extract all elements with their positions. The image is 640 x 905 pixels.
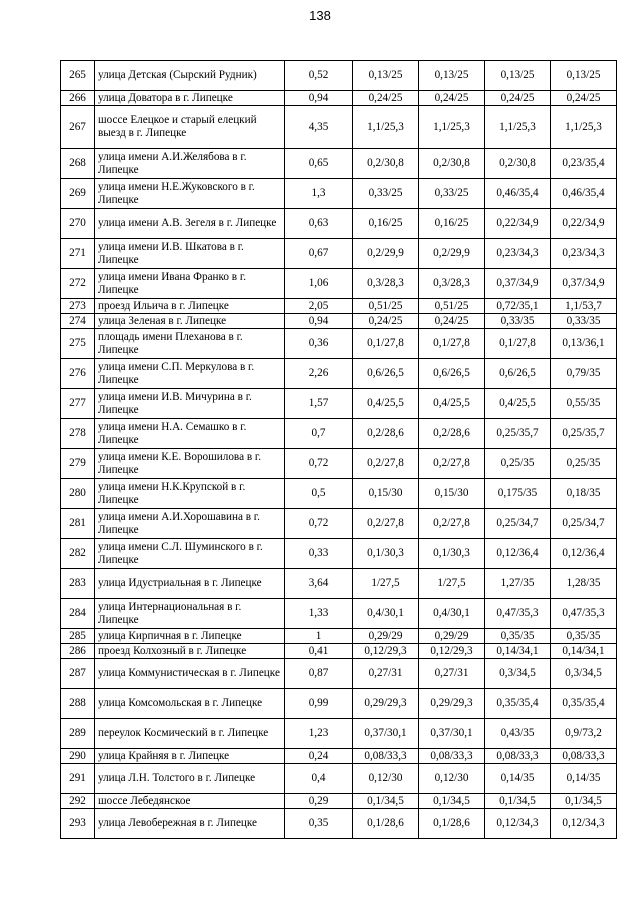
road-length: 0,99 bbox=[285, 689, 353, 719]
value-col-4: 0,24/25 bbox=[551, 91, 617, 106]
value-col-2: 0,24/25 bbox=[419, 314, 485, 329]
value-col-1: 0,1/28,6 bbox=[353, 809, 419, 839]
value-col-4: 0,14/35 bbox=[551, 764, 617, 794]
value-col-3: 0,35/35,4 bbox=[485, 689, 551, 719]
value-col-3: 0,13/25 bbox=[485, 61, 551, 91]
table-row bbox=[61, 749, 617, 764]
road-name: улица Кирпичная в г. Липецке bbox=[95, 629, 285, 644]
row-number: 293 bbox=[61, 809, 95, 839]
value-col-1: 0,29/29 bbox=[353, 629, 419, 644]
value-col-3: 0,12/36,4 bbox=[485, 539, 551, 569]
value-col-1: 0,2/27,8 bbox=[353, 449, 419, 479]
value-col-2: 0,2/27,8 bbox=[419, 509, 485, 539]
value-col-3: 0,14/35 bbox=[485, 764, 551, 794]
road-name: улица имени Н.Е.Жуковского в г. Липецке bbox=[95, 179, 285, 209]
value-col-1: 0,37/30,1 bbox=[353, 719, 419, 749]
road-length: 2,05 bbox=[285, 299, 353, 314]
value-col-2: 0,3/28,3 bbox=[419, 269, 485, 299]
value-col-4: 0,55/35 bbox=[551, 389, 617, 419]
value-col-4: 0,23/34,3 bbox=[551, 239, 617, 269]
road-name: улица имени Н.К.Крупской в г. Липецке bbox=[95, 479, 285, 509]
value-col-3: 0,24/25 bbox=[485, 91, 551, 106]
road-length: 1,23 bbox=[285, 719, 353, 749]
value-col-3: 0,25/35 bbox=[485, 449, 551, 479]
value-col-1: 0,33/25 bbox=[353, 179, 419, 209]
row-number: 281 bbox=[61, 509, 95, 539]
road-name: улица Крайняя в г. Липецке bbox=[95, 749, 285, 764]
value-col-4: 0,25/34,7 bbox=[551, 509, 617, 539]
table-row bbox=[61, 179, 617, 209]
row-number: 286 bbox=[61, 644, 95, 659]
value-col-2: 0,2/29,9 bbox=[419, 239, 485, 269]
road-length: 0,29 bbox=[285, 794, 353, 809]
road-length: 0,52 bbox=[285, 61, 353, 91]
road-name: шоссе Елецкое и старый елецкий выезд в г. Липецке bbox=[95, 106, 285, 149]
value-col-4: 0,47/35,3 bbox=[551, 599, 617, 629]
value-col-4: 0,14/34,1 bbox=[551, 644, 617, 659]
value-col-4: 0,13/25 bbox=[551, 61, 617, 91]
value-col-4: 0,08/33,3 bbox=[551, 749, 617, 764]
row-number: 278 bbox=[61, 419, 95, 449]
value-col-1: 0,08/33,3 bbox=[353, 749, 419, 764]
value-col-2: 0,51/25 bbox=[419, 299, 485, 314]
road-name: улица имени С.П. Меркулова в г. Липецке bbox=[95, 359, 285, 389]
value-col-1: 0,12/29,3 bbox=[353, 644, 419, 659]
road-name: улица имени И.В. Мичурина в г. Липецке bbox=[95, 389, 285, 419]
value-col-3: 0,23/34,3 bbox=[485, 239, 551, 269]
road-length: 0,33 bbox=[285, 539, 353, 569]
road-length: 0,94 bbox=[285, 91, 353, 106]
table-row bbox=[61, 314, 617, 329]
row-number: 289 bbox=[61, 719, 95, 749]
value-col-4: 0,79/35 bbox=[551, 359, 617, 389]
value-col-3: 0,33/35 bbox=[485, 314, 551, 329]
row-number: 280 bbox=[61, 479, 95, 509]
value-col-1: 0,2/27,8 bbox=[353, 509, 419, 539]
value-col-3: 0,175/35 bbox=[485, 479, 551, 509]
value-col-3: 0,1/34,5 bbox=[485, 794, 551, 809]
value-col-4: 0,33/35 bbox=[551, 314, 617, 329]
row-number: 266 bbox=[61, 91, 95, 106]
road-name: улица имени Н.А. Семашко в г. Липецке bbox=[95, 419, 285, 449]
road-length: 0,72 bbox=[285, 449, 353, 479]
value-col-2: 0,12/30 bbox=[419, 764, 485, 794]
row-number: 290 bbox=[61, 749, 95, 764]
row-number: 276 bbox=[61, 359, 95, 389]
value-col-1: 0,12/30 bbox=[353, 764, 419, 794]
road-table bbox=[60, 60, 617, 839]
table-body bbox=[61, 61, 617, 839]
table-row bbox=[61, 644, 617, 659]
road-name: улица Интернациональная в г. Липецке bbox=[95, 599, 285, 629]
value-col-3: 0,72/35,1 bbox=[485, 299, 551, 314]
row-number: 265 bbox=[61, 61, 95, 91]
value-col-2: 0,27/31 bbox=[419, 659, 485, 689]
table-row bbox=[61, 299, 617, 314]
value-col-4: 0,9/73,2 bbox=[551, 719, 617, 749]
value-col-2: 0,29/29 bbox=[419, 629, 485, 644]
value-col-4: 0,23/35,4 bbox=[551, 149, 617, 179]
table-row bbox=[61, 659, 617, 689]
row-number: 269 bbox=[61, 179, 95, 209]
road-length: 0,36 bbox=[285, 329, 353, 359]
road-name: улица Комсомольская в г. Липецке bbox=[95, 689, 285, 719]
value-col-3: 0,1/27,8 bbox=[485, 329, 551, 359]
table-row bbox=[61, 209, 617, 239]
value-col-2: 1/27,5 bbox=[419, 569, 485, 599]
road-length: 0,41 bbox=[285, 644, 353, 659]
row-number: 268 bbox=[61, 149, 95, 179]
road-name: улица имени А.И.Желябова в г. Липецке bbox=[95, 149, 285, 179]
road-name: проезд Ильича в г. Липецке bbox=[95, 299, 285, 314]
value-col-1: 1,1/25,3 bbox=[353, 106, 419, 149]
table-row bbox=[61, 479, 617, 509]
value-col-2: 0,15/30 bbox=[419, 479, 485, 509]
row-number: 272 bbox=[61, 269, 95, 299]
value-col-1: 0,2/28,6 bbox=[353, 419, 419, 449]
row-number: 291 bbox=[61, 764, 95, 794]
table-row bbox=[61, 719, 617, 749]
value-col-4: 0,35/35 bbox=[551, 629, 617, 644]
road-name: переулок Космический в г. Липецке bbox=[95, 719, 285, 749]
value-col-3: 0,6/26,5 bbox=[485, 359, 551, 389]
value-col-2: 0,1/30,3 bbox=[419, 539, 485, 569]
value-col-3: 0,14/34,1 bbox=[485, 644, 551, 659]
road-name: улица Коммунистическая в г. Липецке bbox=[95, 659, 285, 689]
value-col-1: 0,15/30 bbox=[353, 479, 419, 509]
value-col-1: 0,13/25 bbox=[353, 61, 419, 91]
road-length: 4,35 bbox=[285, 106, 353, 149]
road-length: 0,72 bbox=[285, 509, 353, 539]
value-col-2: 0,13/25 bbox=[419, 61, 485, 91]
value-col-4: 0,1/34,5 bbox=[551, 794, 617, 809]
value-col-1: 1/27,5 bbox=[353, 569, 419, 599]
road-length: 0,65 bbox=[285, 149, 353, 179]
value-col-3: 0,43/35 bbox=[485, 719, 551, 749]
row-number: 292 bbox=[61, 794, 95, 809]
road-name: улица Доватора в г. Липецке bbox=[95, 91, 285, 106]
road-length: 0,67 bbox=[285, 239, 353, 269]
value-col-1: 0,6/26,5 bbox=[353, 359, 419, 389]
value-col-1: 0,51/25 bbox=[353, 299, 419, 314]
value-col-4: 1,1/25,3 bbox=[551, 106, 617, 149]
value-col-3: 0,46/35,4 bbox=[485, 179, 551, 209]
road-name: улица имени Ивана Франко в г. Липецке bbox=[95, 269, 285, 299]
row-number: 273 bbox=[61, 299, 95, 314]
value-col-3: 0,37/34,9 bbox=[485, 269, 551, 299]
table-row bbox=[61, 91, 617, 106]
value-col-2: 0,4/25,5 bbox=[419, 389, 485, 419]
road-length: 1,33 bbox=[285, 599, 353, 629]
table-row bbox=[61, 629, 617, 644]
value-col-4: 1,1/53,7 bbox=[551, 299, 617, 314]
value-col-1: 0,4/25,5 bbox=[353, 389, 419, 419]
page-number: 138 bbox=[309, 8, 331, 23]
table-row bbox=[61, 539, 617, 569]
road-name: улица Зеленая в г. Липецке bbox=[95, 314, 285, 329]
row-number: 285 bbox=[61, 629, 95, 644]
value-col-4: 0,46/35,4 bbox=[551, 179, 617, 209]
value-col-2: 0,37/30,1 bbox=[419, 719, 485, 749]
road-length: 0,7 bbox=[285, 419, 353, 449]
road-length: 0,94 bbox=[285, 314, 353, 329]
row-number: 277 bbox=[61, 389, 95, 419]
table-row bbox=[61, 389, 617, 419]
row-number: 282 bbox=[61, 539, 95, 569]
value-col-2: 0,6/26,5 bbox=[419, 359, 485, 389]
road-name: площадь имени Плеханова в г. Липецке bbox=[95, 329, 285, 359]
row-number: 284 bbox=[61, 599, 95, 629]
road-name: улица имени С.Л. Шуминского в г. Липецке bbox=[95, 539, 285, 569]
value-col-2: 0,16/25 bbox=[419, 209, 485, 239]
table-row bbox=[61, 359, 617, 389]
road-name: улица имени А.В. Зегеля в г. Липецке bbox=[95, 209, 285, 239]
value-col-3: 0,2/30,8 bbox=[485, 149, 551, 179]
road-name: улица Л.Н. Толстого в г. Липецке bbox=[95, 764, 285, 794]
value-col-1: 0,24/25 bbox=[353, 314, 419, 329]
table-row bbox=[61, 509, 617, 539]
table-row bbox=[61, 419, 617, 449]
value-col-3: 0,47/35,3 bbox=[485, 599, 551, 629]
value-col-2: 0,29/29,3 bbox=[419, 689, 485, 719]
row-number: 270 bbox=[61, 209, 95, 239]
table-row bbox=[61, 599, 617, 629]
value-col-1: 0,3/28,3 bbox=[353, 269, 419, 299]
value-col-3: 0,22/34,9 bbox=[485, 209, 551, 239]
table-row bbox=[61, 329, 617, 359]
road-length: 0,5 bbox=[285, 479, 353, 509]
road-name: улица Левобережная в г. Липецке bbox=[95, 809, 285, 839]
table-row bbox=[61, 809, 617, 839]
road-length: 1 bbox=[285, 629, 353, 644]
table-row bbox=[61, 794, 617, 809]
table-row bbox=[61, 61, 617, 91]
road-length: 0,4 bbox=[285, 764, 353, 794]
value-col-1: 0,24/25 bbox=[353, 91, 419, 106]
value-col-2: 0,08/33,3 bbox=[419, 749, 485, 764]
table-row bbox=[61, 269, 617, 299]
value-col-1: 0,4/30,1 bbox=[353, 599, 419, 629]
road-name: улица имени А.И.Хорошавина в г. Липецке bbox=[95, 509, 285, 539]
value-col-3: 1,27/35 bbox=[485, 569, 551, 599]
road-name: улица имени К.Е. Ворошилова в г. Липецке bbox=[95, 449, 285, 479]
value-col-4: 0,35/35,4 bbox=[551, 689, 617, 719]
value-col-2: 0,33/25 bbox=[419, 179, 485, 209]
value-col-4: 1,28/35 bbox=[551, 569, 617, 599]
table-row bbox=[61, 149, 617, 179]
row-number: 274 bbox=[61, 314, 95, 329]
road-name: проезд Колхозный в г. Липецке bbox=[95, 644, 285, 659]
value-col-3: 0,35/35 bbox=[485, 629, 551, 644]
value-col-2: 0,12/29,3 bbox=[419, 644, 485, 659]
table-row bbox=[61, 764, 617, 794]
value-col-1: 0,1/30,3 bbox=[353, 539, 419, 569]
table-row bbox=[61, 449, 617, 479]
value-col-3: 0,25/35,7 bbox=[485, 419, 551, 449]
value-col-4: 0,22/34,9 bbox=[551, 209, 617, 239]
value-col-4: 0,12/36,4 bbox=[551, 539, 617, 569]
value-col-2: 0,4/30,1 bbox=[419, 599, 485, 629]
value-col-2: 0,1/28,6 bbox=[419, 809, 485, 839]
row-number: 267 bbox=[61, 106, 95, 149]
value-col-1: 0,2/30,8 bbox=[353, 149, 419, 179]
value-col-2: 0,2/30,8 bbox=[419, 149, 485, 179]
value-col-2: 0,1/34,5 bbox=[419, 794, 485, 809]
value-col-3: 0,4/25,5 bbox=[485, 389, 551, 419]
table-row bbox=[61, 689, 617, 719]
table-row bbox=[61, 239, 617, 269]
row-number: 279 bbox=[61, 449, 95, 479]
value-col-2: 0,1/27,8 bbox=[419, 329, 485, 359]
value-col-2: 1,1/25,3 bbox=[419, 106, 485, 149]
row-number: 271 bbox=[61, 239, 95, 269]
value-col-2: 0,2/27,8 bbox=[419, 449, 485, 479]
value-col-4: 0,12/34,3 bbox=[551, 809, 617, 839]
row-number: 287 bbox=[61, 659, 95, 689]
value-col-3: 0,08/33,3 bbox=[485, 749, 551, 764]
road-name: улица Детская (Сырский Рудник) bbox=[95, 61, 285, 91]
table-row bbox=[61, 569, 617, 599]
row-number: 275 bbox=[61, 329, 95, 359]
road-length: 0,35 bbox=[285, 809, 353, 839]
value-col-3: 1,1/25,3 bbox=[485, 106, 551, 149]
road-length: 2,26 bbox=[285, 359, 353, 389]
value-col-3: 0,25/34,7 bbox=[485, 509, 551, 539]
value-col-3: 0,3/34,5 bbox=[485, 659, 551, 689]
road-name: улица Идустриальная в г. Липецке bbox=[95, 569, 285, 599]
value-col-4: 0,18/35 bbox=[551, 479, 617, 509]
row-number: 288 bbox=[61, 689, 95, 719]
road-name: улица имени И.В. Шкатова в г. Липецке bbox=[95, 239, 285, 269]
value-col-4: 0,37/34,9 bbox=[551, 269, 617, 299]
row-number: 283 bbox=[61, 569, 95, 599]
value-col-1: 0,29/29,3 bbox=[353, 689, 419, 719]
road-name: шоссе Лебедянское bbox=[95, 794, 285, 809]
road-length: 1,3 bbox=[285, 179, 353, 209]
road-length: 1,06 bbox=[285, 269, 353, 299]
value-col-1: 0,27/31 bbox=[353, 659, 419, 689]
value-col-4: 0,25/35,7 bbox=[551, 419, 617, 449]
road-length: 0,87 bbox=[285, 659, 353, 689]
value-col-4: 0,13/36,1 bbox=[551, 329, 617, 359]
value-col-1: 0,2/29,9 bbox=[353, 239, 419, 269]
value-col-2: 0,24/25 bbox=[419, 91, 485, 106]
value-col-2: 0,2/28,6 bbox=[419, 419, 485, 449]
value-col-4: 0,3/34,5 bbox=[551, 659, 617, 689]
value-col-3: 0,12/34,3 bbox=[485, 809, 551, 839]
value-col-4: 0,25/35 bbox=[551, 449, 617, 479]
table-row bbox=[61, 106, 617, 149]
value-col-1: 0,1/34,5 bbox=[353, 794, 419, 809]
value-col-1: 0,16/25 bbox=[353, 209, 419, 239]
road-length: 0,63 bbox=[285, 209, 353, 239]
road-length: 1,57 bbox=[285, 389, 353, 419]
value-col-1: 0,1/27,8 bbox=[353, 329, 419, 359]
road-length: 0,24 bbox=[285, 749, 353, 764]
road-length: 3,64 bbox=[285, 569, 353, 599]
